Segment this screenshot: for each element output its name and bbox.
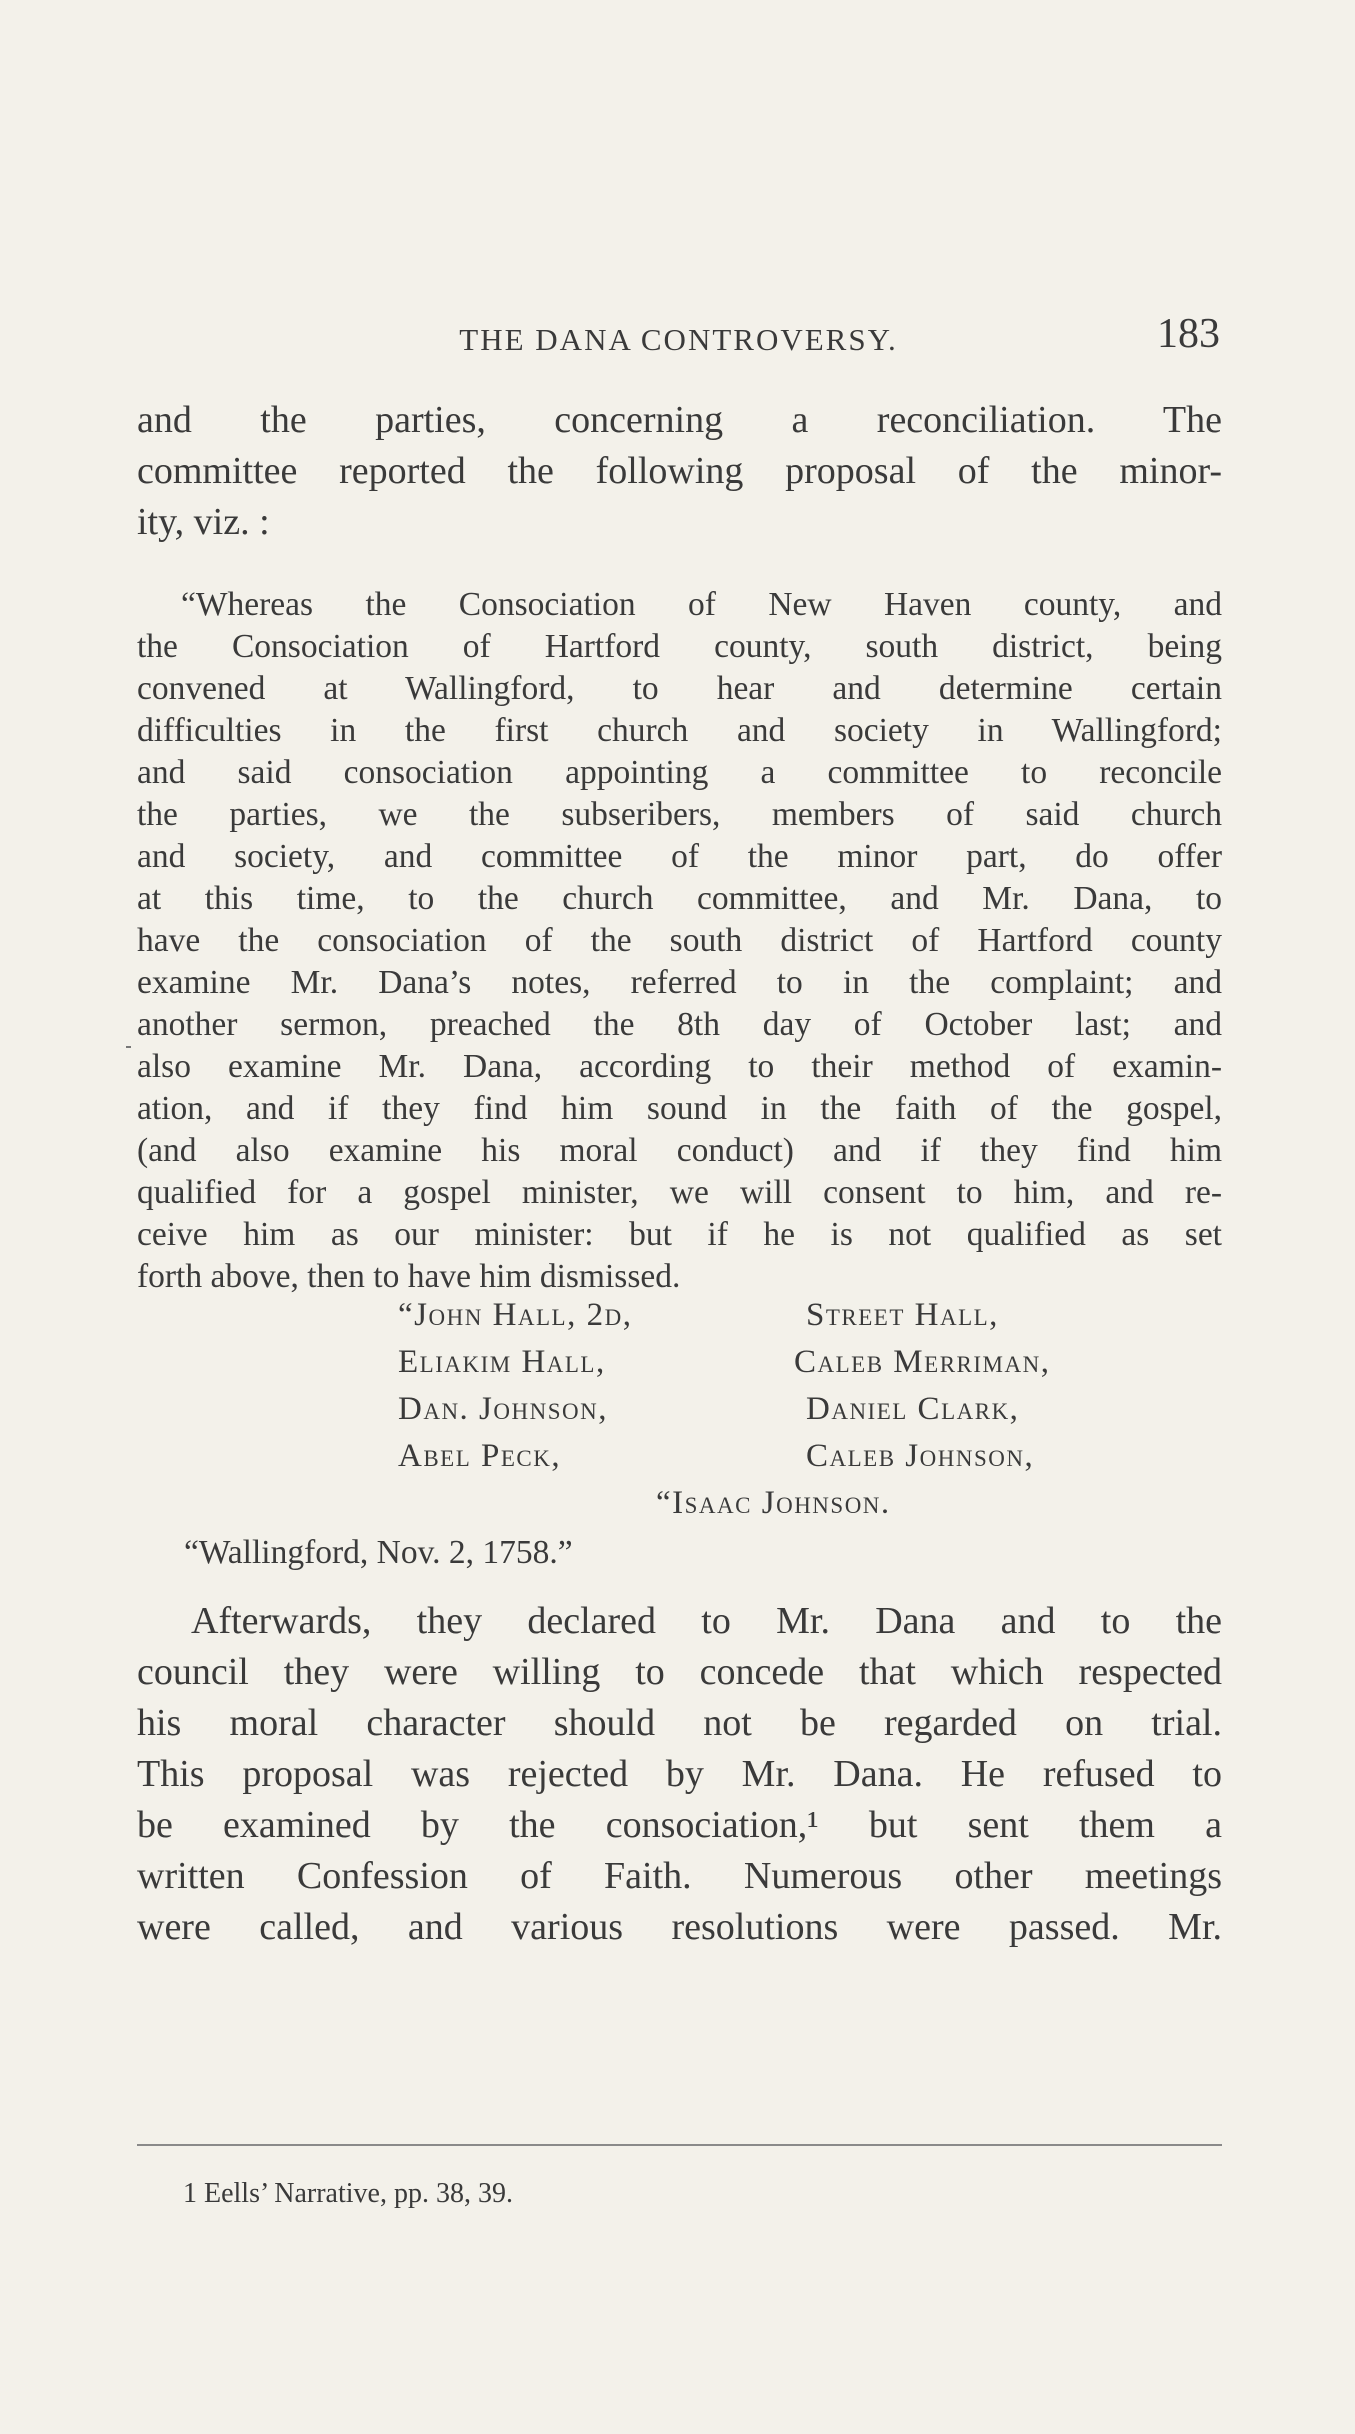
- running-head: [137, 310, 1220, 370]
- text-line: ceive him as our minister: but if he is not qualified as set: [137, 1216, 1222, 1253]
- text-line: ity, viz. :: [137, 501, 270, 543]
- signatory: Caleb Merriman,: [794, 1344, 1051, 1380]
- text-line: committee reported the following proposal of the minor-: [137, 450, 1222, 492]
- text-line: difficulties in the first church and society in Wallingford;: [137, 712, 1222, 749]
- text-line: his moral character should not be regarded on trial.: [137, 1702, 1222, 1744]
- page-number: 183: [1157, 311, 1220, 357]
- text-line: the Consociation of Hartford county, south district, being: [137, 628, 1222, 665]
- signatory: Abel Peck,: [398, 1438, 562, 1474]
- signatory: “Isaac Johnson.: [656, 1485, 891, 1521]
- signatory: Eliakim Hall,: [398, 1344, 606, 1380]
- text-line: and said consociation appointing a committee to reconcile: [137, 754, 1222, 791]
- text-line: and the parties, concerning a reconciliation. The: [137, 399, 1222, 441]
- text-line: (and also examine his moral conduct) and if they find him: [137, 1132, 1222, 1169]
- text-line: convened at Wallingford, to hear and determine certain: [137, 670, 1222, 707]
- text-line: Afterwards, they declared to Mr. Dana and to the: [191, 1600, 1222, 1642]
- proposal-quote: [137, 584, 1222, 1298]
- footnote: 1 Eells’ Narrative, pp. 38, 39.: [183, 2178, 513, 2209]
- text-line: This proposal was rejected by Mr. Dana. He refused to: [137, 1753, 1222, 1795]
- signatory: “John Hall, 2d,: [398, 1297, 633, 1333]
- margin-mark: [126, 1046, 131, 1048]
- intro-paragraph: [137, 395, 1222, 548]
- text-line: also examine Mr. Dana, according to their method of examin-: [137, 1048, 1222, 1085]
- footnote-rule: [137, 2144, 1222, 2146]
- text-line: qualified for a gospel minister, we will consent to him, and re-: [137, 1174, 1222, 1211]
- signatory: Dan. Johnson,: [398, 1391, 608, 1427]
- signatory: Daniel Clark,: [806, 1391, 1020, 1427]
- text-line: at this time, to the church committee, and Mr. Dana, to: [137, 880, 1222, 917]
- text-line: ation, and if they find him sound in the faith of the gospel,: [137, 1090, 1222, 1127]
- text-line: written Confession of Faith. Numerous other meetings: [137, 1855, 1222, 1897]
- text-line: forth above, then to have him dismissed.: [137, 1258, 681, 1295]
- text-line: be examined by the consociation,¹ but sent them a: [137, 1804, 1222, 1846]
- signatory: Street Hall,: [806, 1297, 999, 1333]
- text-line: examine Mr. Dana’s notes, referred to in the complaint; and: [137, 964, 1222, 1001]
- text-line: council they were willing to concede that which respected: [137, 1651, 1222, 1693]
- text-line: another sermon, preached the 8th day of October last; and: [137, 1006, 1222, 1043]
- running-head-title: THE DANA CONTROVERSY.: [459, 322, 898, 357]
- text-line: “Whereas the Consociation of New Haven county, and: [181, 586, 1222, 623]
- text-line: have the consociation of the south district of Hartford county: [137, 922, 1222, 959]
- text-line: were called, and various resolutions were passed. Mr.: [137, 1906, 1222, 1948]
- dateline: “Wallingford, Nov. 2, 1758.”: [184, 1534, 573, 1571]
- text-line: and society, and committee of the minor part, do offer: [137, 838, 1222, 875]
- body-paragraph: [137, 1596, 1222, 1953]
- text-line: the parties, we the subseribers, members of said church: [137, 796, 1222, 833]
- signatory: Caleb Johnson,: [806, 1438, 1035, 1474]
